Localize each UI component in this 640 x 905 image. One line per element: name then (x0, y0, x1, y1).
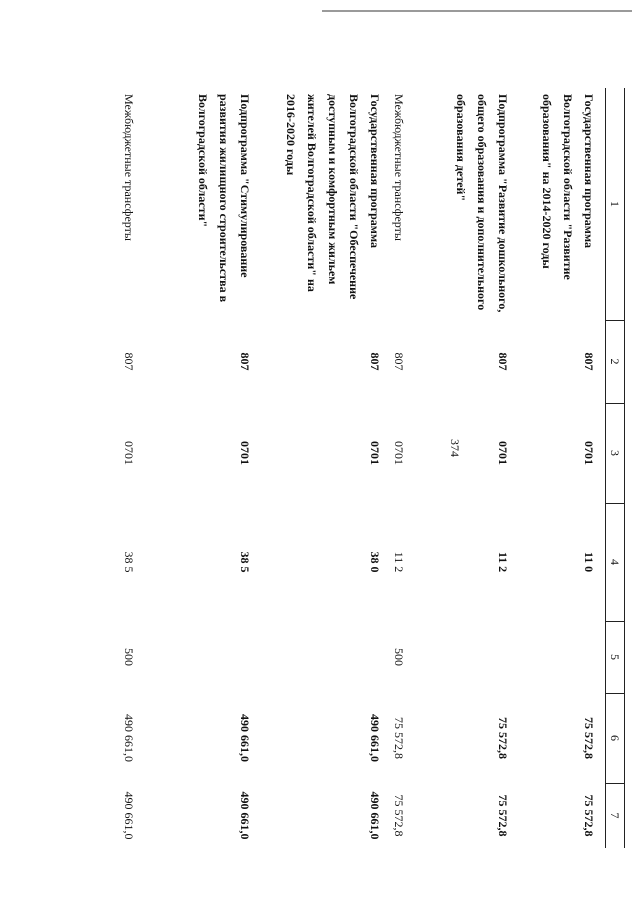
column-header-6: 6 (608, 735, 622, 741)
budget-table (95, 88, 625, 848)
row-name: Подпрограмма "Развитие дошкольного, общего образования и дополнительного образования детей" (454, 94, 510, 313)
cell-code-4: 38 5 (238, 551, 252, 573)
column-header-2: 2 (608, 358, 622, 365)
cell-code-4: 11 0 (582, 551, 596, 573)
cell-value-6: 75 572,8 (392, 717, 406, 759)
column-header-1: 1 (608, 201, 622, 207)
cell-code-3: 0701 (392, 441, 406, 465)
table-row (413, 88, 513, 848)
cell-code-4: 38 5 (122, 551, 136, 573)
row-name: Межбюджетные трансферты (392, 94, 406, 241)
cell-code-3: 0701 (496, 441, 510, 465)
cell-value-7: 490 661,0 (368, 791, 382, 840)
cell-code-2: 807 (496, 352, 510, 371)
cell-value-7: 75 572,8 (496, 794, 510, 837)
top-rule (322, 10, 632, 12)
page-number: 374 (448, 439, 462, 457)
cell-code-4: 11 2 (496, 551, 510, 573)
table-row (261, 88, 385, 848)
column-header-row (605, 88, 625, 848)
cell-code-4: 38 0 (368, 551, 382, 573)
cell-code-2: 807 (582, 352, 596, 371)
table-row (385, 88, 409, 848)
cell-code-5: 500 (392, 648, 406, 666)
cell-value-6: 490 661,0 (122, 714, 136, 762)
cell-code-2: 807 (368, 352, 382, 371)
cell-code-4: 11 2 (392, 551, 406, 573)
cell-code-2: 807 (122, 352, 136, 371)
column-header-7: 7 (608, 812, 622, 819)
cell-code-3: 0701 (368, 441, 382, 465)
cell-code-2: 807 (238, 352, 252, 371)
cell-code-5: 500 (122, 648, 136, 666)
column-header-3: 3 (608, 450, 622, 456)
cell-value-7: 75 572,8 (392, 794, 406, 837)
table-row (115, 88, 139, 848)
cell-code-3: 0701 (238, 441, 252, 465)
cell-code-3: 0701 (122, 441, 136, 465)
cell-value-7: 490 661,0 (238, 791, 252, 840)
row-name: Межбюджетные трансферты (122, 94, 136, 241)
cell-code-3: 0701 (582, 441, 596, 465)
column-header-4: 4 (608, 559, 622, 565)
cell-value-6: 75 572,8 (496, 717, 510, 759)
row-name: Государственная программа Волгоградской области "Обеспечение доступным и комфортным жильем жителей Волгоградской области" на 2016-2020 годы (284, 94, 382, 300)
cell-value-7: 490 661,0 (122, 791, 136, 840)
cell-value-6: 490 661,0 (368, 714, 382, 762)
cell-value-7: 75 572,8 (582, 794, 596, 837)
cell-value-6: 490 661,0 (238, 714, 252, 762)
cell-value-6: 75 572,8 (582, 717, 596, 759)
cell-code-2: 807 (392, 352, 406, 371)
table-row (155, 88, 255, 848)
column-header-5: 5 (608, 654, 622, 660)
row-name: Государственная программа Волгоградской области "Развитие образования" на 2014-2020 годы (540, 94, 596, 280)
table-row (515, 88, 599, 848)
row-name: Подпрограмма "Стимулирование развития жилищного строительства в Волгоградской области" (196, 94, 252, 303)
